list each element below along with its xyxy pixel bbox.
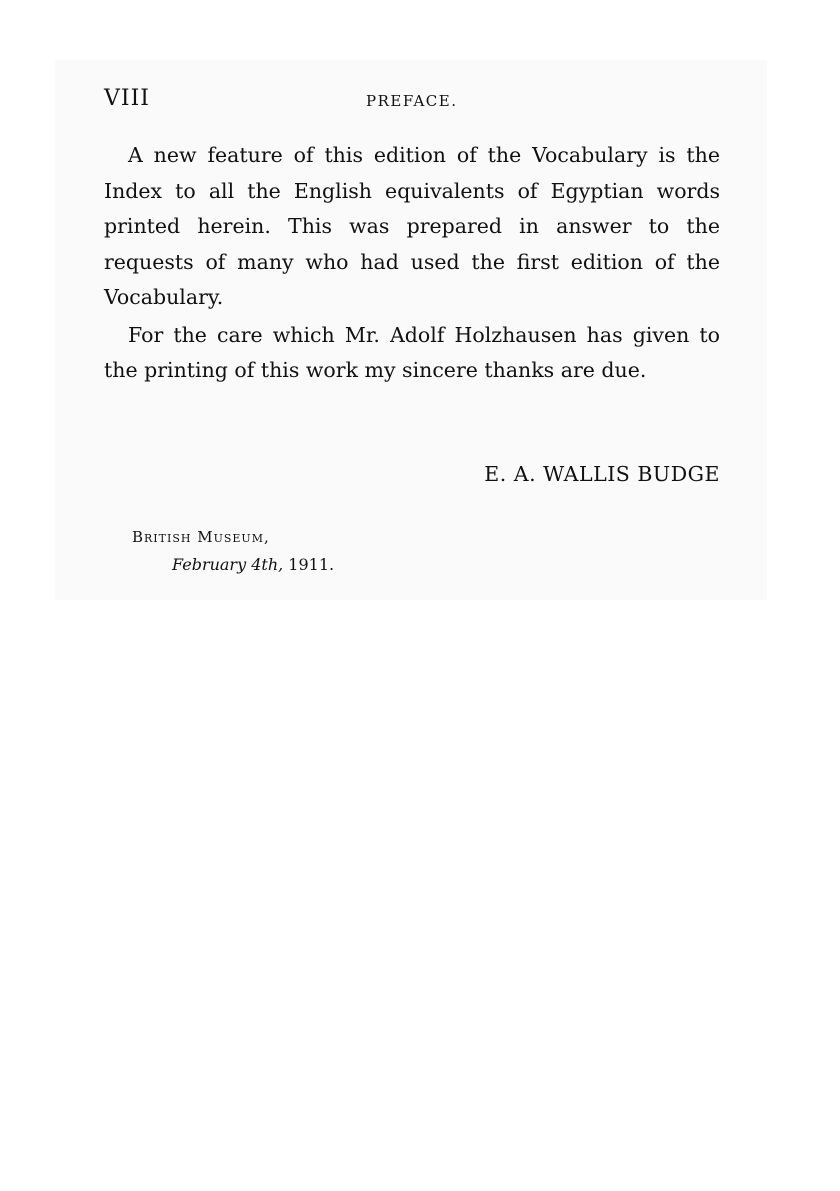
running-head: PREFACE. [366,92,458,110]
dateline-place: British Museum, [132,528,270,546]
paragraph: A new feature of this edition of the Vocabulary is the Index to all the English equivalents of Egyptian words printed herein. This was prepared in answer to the requests of many who had used the first edition of the Vocabulary. [104,143,720,309]
page-header [104,86,720,116]
preface-body [104,138,720,391]
author-signature: E. A. WALLIS BUDGE [484,462,720,486]
page-number: VIII [104,86,150,111]
dateline-month-day: February 4th, [172,555,284,574]
paragraph: For the care which Mr. Adolf Holzhausen has given to the printing of this work my sincere thanks are due. [104,322,720,382]
dateline-year: 1911. [288,555,335,574]
dateline-date [172,555,334,574]
